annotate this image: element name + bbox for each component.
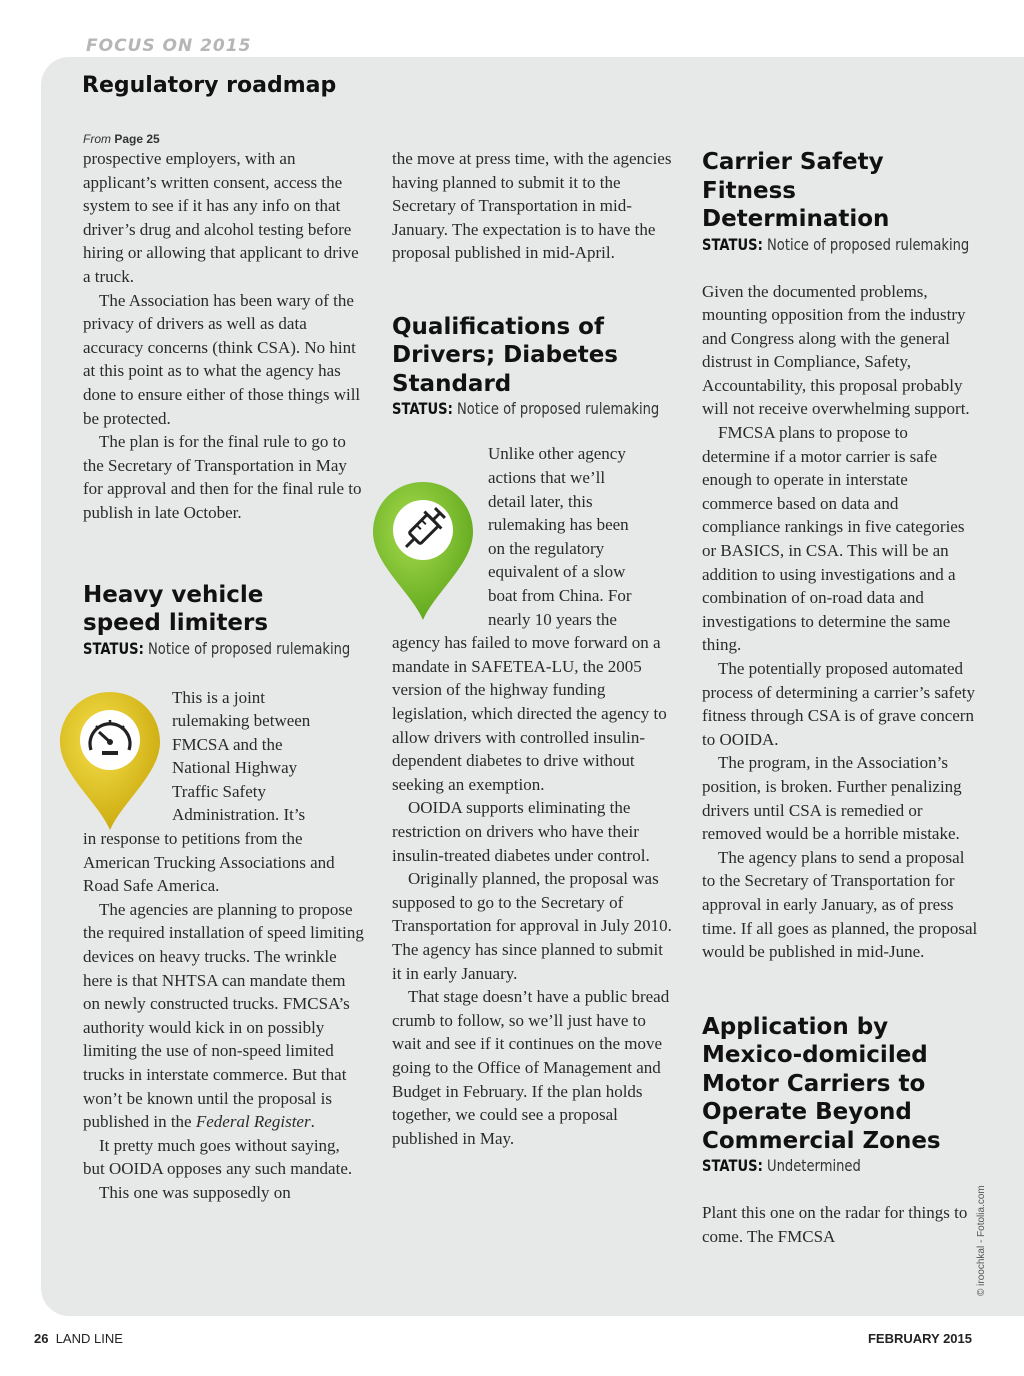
paragraph: The potentially proposed automated process of determining a carrier’s safety fitness through CSA is of grave concern to OOIDA. — [702, 659, 975, 749]
paragraph: The plan is for the final rule to go to the Secretary of Transportation in May for approval and then for the final rule to publish in late October. — [83, 432, 362, 522]
section-title-mexico-carriers: Application by Mexico-domiciled Motor Carriers to Operate Beyond Commercial Zones — [702, 1013, 941, 1154]
status-line: STATUS: Undetermined — [702, 1156, 861, 1176]
footer-issue: FEBRUARY 2015 — [867, 1331, 972, 1346]
status-line: STATUS: Notice of proposed rulemaking — [702, 234, 970, 254]
paragraph: in response to petitions from the American Trucking Associations and Road Safe America. — [83, 829, 335, 896]
paragraph: Originally planned, the proposal was supposed to go to the Secretary of Transportation for approval in July 2010. The agency has since planned to submit it in early January. — [392, 869, 672, 983]
column-2 — [392, 147, 674, 1150]
wrapped-text: Unlike other agency actions that we’ll detail later, this rulemaking has been on the regulatory equivalent of a slow boat from China. For nearly 10 years the — [488, 444, 632, 629]
section-kicker: FOCUS ON 2015 — [86, 36, 252, 56]
section-title-safety-fitness: Carrier Safety Fitness Determination — [702, 149, 890, 232]
paragraph: OOIDA supports eliminating the restriction on drivers who have their insulin-treated diabetes under control. — [392, 798, 650, 865]
paragraph: Given the documented problems, mounting opposition from the industry and Congress along with the general distrust in Compliance, Safety, Accountability, this proposal probably will not receive overwhelming support. — [702, 281, 970, 419]
page-number: 26 — [34, 1331, 49, 1346]
paragraph: FMCSA plans to propose to determine if a motor carrier is safe enough to operate in interstate commerce based on data and compliance rankings in five categories or BASICS, in CSA. This will be an addition to using investigations and a combination of on-road data and investigations to determine the same thing. — [702, 423, 965, 655]
status-line: STATUS: Notice of proposed rulemaking — [392, 399, 660, 419]
photo-credit: © iroochkal - Fotolia.com — [976, 1185, 987, 1296]
paragraph: Plant this one on the radar for things to come. The FMCSA — [702, 1203, 968, 1246]
paragraph: The Association has been wary of the privacy of drivers as well as data accuracy concerns (think CSA). No hint at this point as to what the agency has done to ensure either of those things will be protected. — [83, 290, 361, 428]
paragraph: the move at press time, with the agencies having planned to submit it to the Secretary of Transportation in mid-January. The expectation is to have the proposal published in mid-April. — [392, 149, 672, 263]
column-1 — [83, 131, 365, 1205]
continued-from: From Page 25 — [83, 132, 160, 146]
section-title-diabetes: Qualifications of Drivers; Diabetes Standard — [392, 313, 618, 397]
paragraph: The program, in the Association’s position, is broken. Further penalizing drivers until CSA is remedied or removed would be a horrible mistake. — [702, 753, 962, 844]
paragraph: It pretty much goes without saying, but OOIDA opposes any such mandate. — [83, 1135, 353, 1179]
paragraph: agency has failed to move forward on a mandate in SAFETEA-LU, the 2005 version of the highway funding legislation, which directed the agency to allow drivers with controlled insulin-dependent diabetes to drive without seeking an exemption. — [392, 633, 667, 794]
page-headline: Regulatory roadmap — [82, 73, 337, 98]
footer-left — [34, 1331, 123, 1346]
section-title-speed-limiters: Heavy vehicle speed limiters — [83, 581, 269, 636]
paragraph: The agencies are planning to propose the required installation of speed limiting devices on heavy trucks. The wrinkle here is that NHTSA can mandate them on newly constructed trucks. FMCSA’s authority would kick in on possibly limiting the use of non-speed limited trucks in interstate commerce. But that won’t be known until the proposal is published in the Federal Register. — [83, 899, 364, 1132]
wrapped-text: This is a joint rulemaking between FMCSA and the National Highway Traffic Safety Administration. It’s — [172, 687, 311, 825]
paragraph: This one was supposedly on — [99, 1182, 291, 1202]
status-line: STATUS: Notice of proposed rulemaking — [83, 638, 351, 658]
column-3 — [702, 148, 980, 1248]
publication-name: LAND LINE — [55, 1331, 123, 1346]
paragraph: The agency plans to send a proposal to the Secretary of Transportation for approval in early January, as of press time. If all goes as planned, the proposal would be published in mid-June. — [702, 847, 978, 962]
paragraph: That stage doesn’t have a public bread crumb to follow, so we’ll just have to wait and see if it continues on the move going to the Office of Management and Budget in February. If the plan holds together, we could see a proposal published in May. — [392, 987, 670, 1148]
syringe-pin-icon — [371, 480, 475, 622]
speedometer-pin-icon — [58, 690, 162, 832]
paragraph: prospective employers, with an applicant’s written consent, access the system to see if it has any info on that driver’s drug and alcohol testing before hiring or allowing that applicant to drive a truck. — [83, 149, 359, 286]
